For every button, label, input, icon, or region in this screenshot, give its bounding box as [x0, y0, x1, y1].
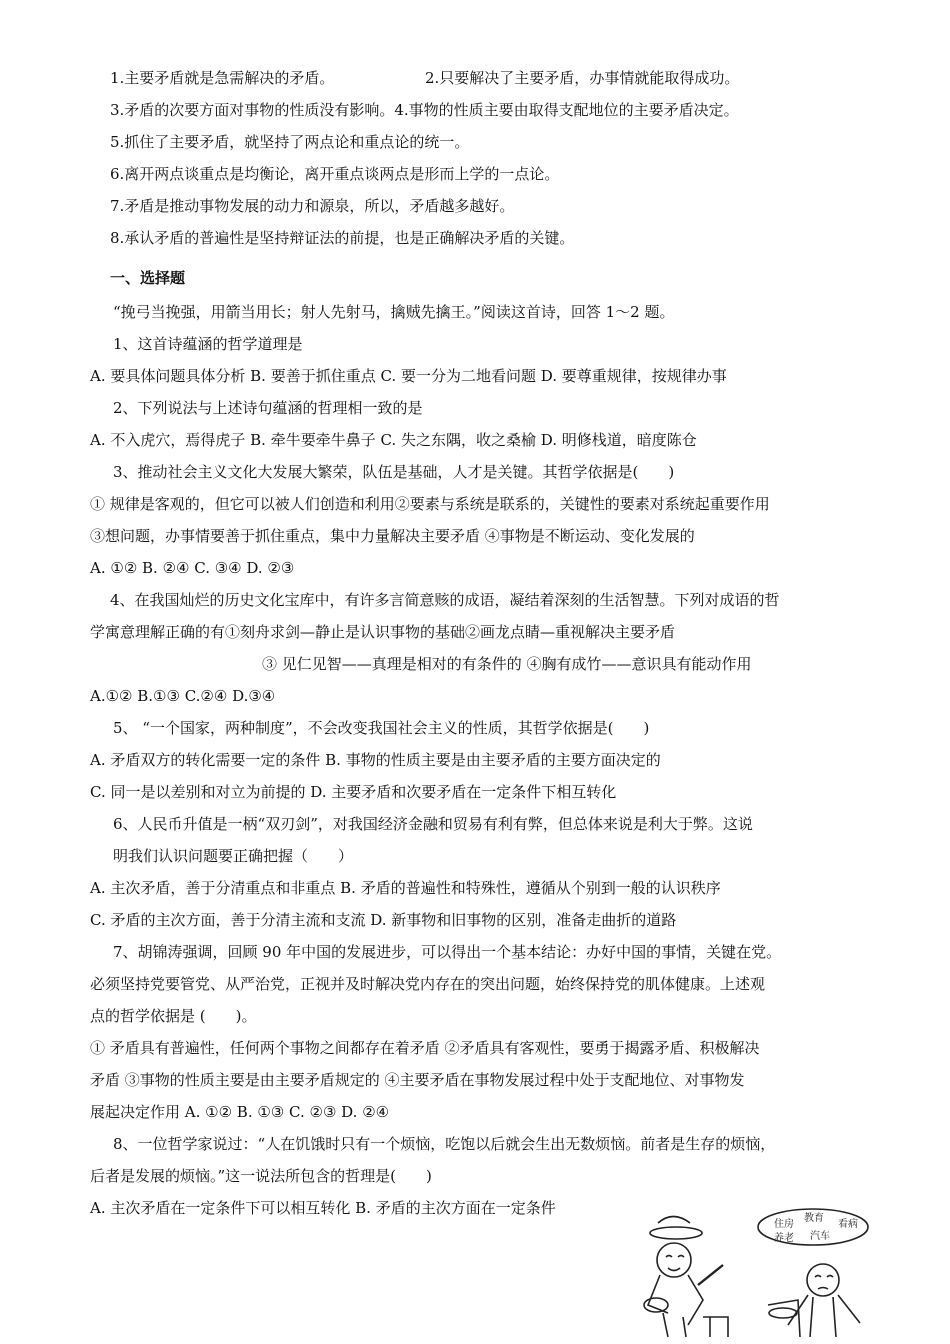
question-3-options: A. ①② B. ②④ C. ③④ D. ②③	[90, 559, 295, 577]
question-6: 6、人民币升值是一柄“双刃剑”，对我国经济金融和贸易有利有弊，但总体来说是利大于弊。这说	[113, 815, 753, 833]
question-7-cont-2: 点的哲学依据是 ( )。	[90, 1007, 257, 1025]
cartoon-label-pension: 养老	[774, 1233, 794, 1244]
judgement-item-8: 8.承认矛盾的普遍性是坚持辩证法的前提，也是正确解决矛盾的关键。	[110, 229, 575, 247]
question-3: 3、推动社会主义文化大发展大繁荣，队伍是基础，人才是关键。其哲学依据是( )	[113, 463, 675, 481]
question-7-statements-2: 矛盾 ③事物的性质主要是由主要矛盾规定的 ④主要矛盾在事物发展过程中处于支配地位、对事物发	[90, 1071, 745, 1089]
question-6-options-cd: C. 矛盾的主次方面，善于分清主流和支流 D. 新事物和旧事物的区别，准备走曲折的道路	[90, 911, 677, 929]
question-4: 4、在我国灿烂的历史文化宝库中，有许多言简意赅的成语，凝结着深刻的生活智慧。下列对成语的哲	[110, 591, 780, 609]
poem-intro: “挽弓当挽强，用箭当用长；射人先射马，擒贼先擒王。”阅读这首诗，回答 1～2 题。	[113, 303, 675, 321]
question-2-options: A. 不入虎穴，焉得虎子 B. 牵牛要牵牛鼻子 C. 失之东隅，收之桑榆 D. 明修栈道，暗度陈仓	[90, 431, 697, 449]
judgement-item-7: 7.矛盾是推动事物发展的动力和源泉，所以，矛盾越多越好。	[110, 197, 515, 215]
question-6-cont: 明我们认识问题要正确把握（ ）	[113, 847, 354, 865]
question-6-options-ab: A. 主次矛盾，善于分清重点和非重点 B. 矛盾的普遍性和特殊性，遵循从个别到一般的认识秩序	[90, 879, 721, 897]
question-5-options-cd: C. 同一是以差别和对立为前提的 D. 主要矛盾和次要矛盾在一定条件下相互转化	[90, 783, 617, 801]
hungry-man-figure	[644, 1217, 728, 1338]
judgement-item-6: 6.离开两点谈重点是均衡论，离开重点谈两点是形而上学的一点论。	[110, 165, 560, 183]
cartoon-label-car: 汽车	[810, 1231, 830, 1242]
judgement-item-2: 2.只要解决了主要矛盾，办事情就能取得成功。	[425, 69, 740, 87]
cartoon-worry-labels	[774, 1211, 858, 1244]
section-title: 一、选择题	[110, 269, 186, 287]
question-3-statement-1-2: ① 规律是客观的，但它可以被人们创造和利用②要素与系统是联系的，关键性的要素对系统起重要作用	[90, 495, 770, 513]
question-5-options-ab: A. 矛盾双方的转化需要一定的条件 B. 事物的性质主要是由主要矛盾的主要方面决定的	[90, 751, 661, 769]
question-8-cont: 后者是发展的烦恼。”这一说法所包含的哲理是( )	[90, 1167, 432, 1185]
question-7-cont-1: 必须坚持党要管党、从严治党，正视并及时解决党内存在的突出问题，始终保持党的肌体健康。上述观	[90, 975, 766, 993]
judgement-item-5: 5.抓住了主要矛盾，就坚持了两点论和重点论的统一。	[110, 133, 470, 151]
question-5: 5、 “一个国家，两种制度”，不会改变我国社会主义的性质，其哲学依据是( )	[113, 719, 650, 737]
question-4-statements: ③ 见仁见智——真理是相对的有条件的 ④胸有成竹——意识具有能动作用	[262, 655, 752, 673]
judgement-item-3-4: 3.矛盾的次要方面对事物的性质没有影响。4.事物的性质主要由取得支配地位的主要矛盾决定。	[110, 101, 739, 119]
cartoon-label-education: 教育	[804, 1213, 824, 1224]
question-4-cont: 学寓意理解正确的有①刻舟求剑—静止是认识事物的基础②画龙点睛—重视解决主要矛盾	[90, 623, 676, 641]
question-1: 1、这首诗蕴涵的哲学道理是	[113, 335, 303, 353]
cartoon-label-housing: 住房	[774, 1219, 794, 1230]
question-4-options: A.①② B.①③ C.②④ D.③④	[90, 687, 276, 705]
judgement-item-1: 1.主要矛盾就是急需解决的矛盾。	[110, 69, 335, 87]
question-3-statement-3-4: ③想问题，办事情要善于抓住重点，集中力量解决主要矛盾 ④事物是不断运动、变化发展的	[90, 527, 695, 545]
cartoon-label-medical: 看病	[838, 1219, 858, 1230]
question-7-options: 展起决定作用 A. ①② B. ①③ C. ②③ D. ②④	[90, 1103, 390, 1121]
cartoon-illustration	[628, 1205, 878, 1340]
question-1-options: A. 要具体问题具体分析 B. 要善于抓住重点 C. 要一分为二地看问题 D. 要尊重规律，按规律办事	[90, 367, 727, 385]
question-8: 8、一位哲学家说过：“人在饥饿时只有一个烦恼，吃饱以后就会生出无数烦恼。前者是生存的烦恼，	[113, 1135, 776, 1153]
question-8-options: A. 主次矛盾在一定条件下可以相互转化 B. 矛盾的主次方面在一定条件	[90, 1199, 556, 1217]
question-2: 2、下列说法与上述诗句蕴涵的哲理相一致的是	[113, 399, 423, 417]
question-7-statements-1: ① 矛盾具有普遍性，任何两个事物之间都存在着矛盾 ②矛盾具有客观性，要勇于揭露矛盾、积极解决	[90, 1039, 760, 1057]
question-7: 7、胡锦涛强调，回顾 90 年中国的发展进步，可以得出一个基本结论：办好中国的事情，关键在党。	[113, 943, 782, 961]
